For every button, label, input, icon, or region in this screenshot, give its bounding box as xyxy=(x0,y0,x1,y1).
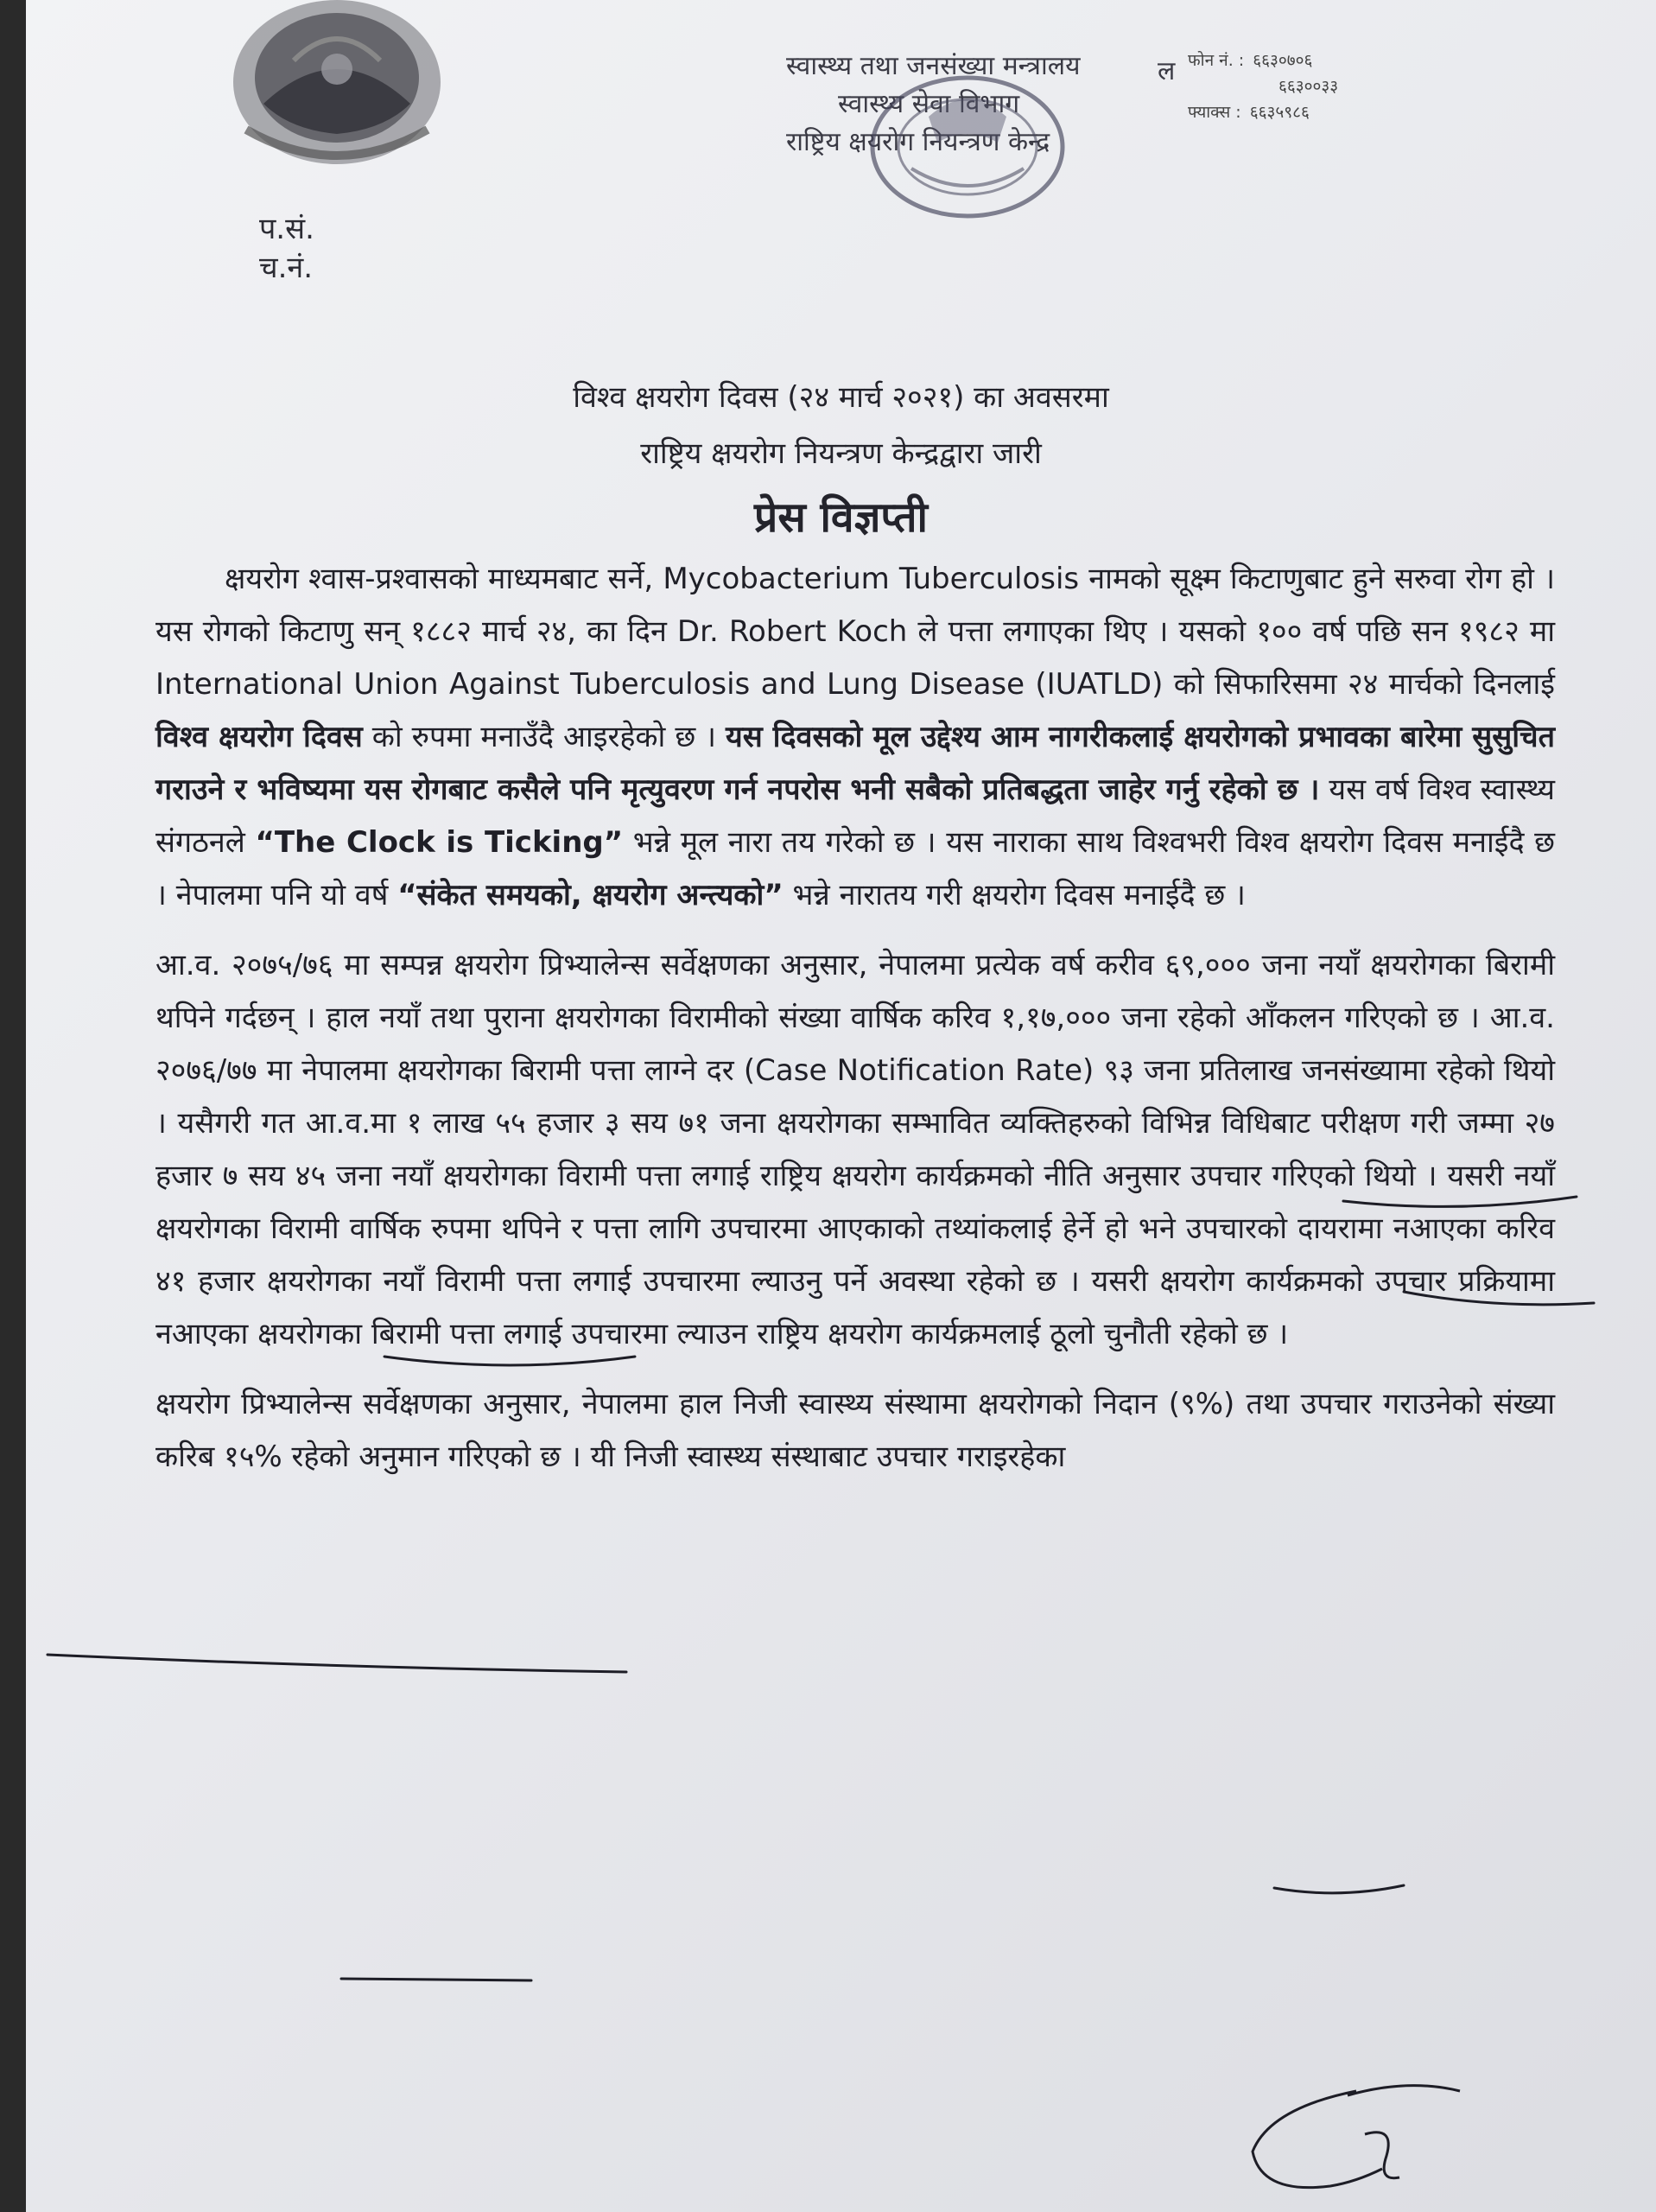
contact-block xyxy=(1188,48,1338,125)
contact-prefix: ल xyxy=(1158,56,1176,86)
title-line-1: विश्व क्षयरोग दिवस (२४ मार्च २०२१) का अवसरमा xyxy=(573,380,1109,415)
pen-underline-mark xyxy=(1339,1175,1581,1227)
contact-label: फोन नं. : xyxy=(1188,51,1245,70)
paragraph-3: क्षयरोग प्रिभ्यालेन्स सर्वेक्षणका अनुसार, नेपालमा हाल निजी स्वास्थ्य संस्थामा क्षयरोगको निदान (९%) तथा उपचार गराउनेको संख्या करिब १५% रहेको अनुमान गरिएको छ । यी निजी स्वास्थ्य संस्थाबाट उपचार गराइरहेका xyxy=(155,1387,1555,1474)
paragraph-text: को रुपमा मनाउँदै आइरहेको छ । xyxy=(371,720,717,754)
title-line-2: राष्ट्रिय क्षयरोग नियन्त्रण केन्द्रद्वारा जारी xyxy=(640,436,1042,471)
dispatch-number-label: च.नं. xyxy=(259,251,314,285)
press-release-title: प्रेस विज्ञप्ती xyxy=(754,493,928,542)
press-release-body xyxy=(155,553,1555,1501)
contact-value: ६६३००३३ xyxy=(1278,77,1339,96)
paragraph-2: आ.व. २०७५/७६ मा सम्पन्न क्षयरोग प्रिभ्यालेन्स सर्वेक्षणका अनुसार, नेपालमा प्रत्येक वर्ष करीव ६९,००० जना नयाँ क्षयरोगका बिरामी थपिने गर्दछन् । हाल नयाँ तथा पुराना क्षयरोगका विरामीको संख्या वार्षिक करिव १,१७,००० जना रहेको आँकलन गरिएको छ । आ.व. २०७६/७७ मा नेपालमा क्षयरोगका बिरामी पत्ता लाग्ने दर (Case Notification Rate) ९३ जना प्रतिलाख जनसंख्यामा रहेको थियो । यसैगरी गत आ.व.मा १ लाख ५५ हजार ३ सय ७१ जना क्षयरोगका सम्भावित व्यक्तिहरुको विभिन्न विधिबाट परीक्षण गरी जम्मा २७ हजार ७ सय ४५ जना नयाँ क्षयरोगका विरामी पत्ता लगाई राष्ट्रिय क्षयरोग कार्यक्रमको नीति अनुसार उपचार गरिएको थियो । यसरी नयाँ क्षयरोगका विरामी वार्षिक रुपमा थपिने र पत्ता लागि उपचारमा आएकाको तथ्यांकलाई हेर्ने हो भने उपचारको दायरामा नआएका करिव ४१ हजार क्षयरोगका नयाँ विरामी पत्ता लगाई उपचारमा ल्याउनु पर्ने अवस्था रहेको छ । यसरी क्षयरोग कार्यक्रमको उपचार प्रक्रियामा नआएका क्षयरोगका बिरामी पत्ता लगाई उपचारमा ल्याउन राष्ट्रिय क्षयरोग कार्यक्रमलाई ठूलो चुनौती रहेको छ । xyxy=(155,948,1555,1351)
pen-underline-mark xyxy=(1270,1866,1408,1910)
bold-text: विश्व क्षयरोग दिवस xyxy=(155,720,363,754)
contact-value: ६६३५९८६ xyxy=(1249,103,1310,122)
paragraph-text: यस वर्ष विश्व स्वास्थ्य संगठनले xyxy=(155,772,1555,860)
ministry-line: स्वास्थ्य सेवा विभाग xyxy=(838,89,1020,119)
paragraph-text: भन्ने मूल नारा तय गरेको छ । यस नाराका साथ विश्वभरी विश्व क्षयरोग दिवस मनाईदै छ । नेपालमा पनि यो वर्ष xyxy=(155,825,1555,912)
ministry-line: राष्ट्रिय क्षयरोग नियन्त्रण केन्द्र xyxy=(786,127,1050,157)
nepal-emblem-icon xyxy=(212,0,462,181)
ministry-line: स्वास्थ्य तथा जनसंख्या मन्त्रालय xyxy=(786,51,1081,81)
pen-underline-mark xyxy=(380,1331,639,1382)
reference-number-label: प.सं. xyxy=(259,212,314,246)
bold-text: “संकेत समयको, क्षयरोग अन्त्यको” xyxy=(397,878,784,912)
paragraph-text: क्षयरोग श्वास-प्रश्वासको माध्यमबाट सर्ने, Mycobacterium Tuberculosis नामको सूक्ष्म किटाणुबाट हुने सरुवा रोग हो । यस रोगको किटाणु सन् १८८२ मार्च २४, का दिन Dr. Robert Koch ले पत्ता लगाएका थिए । यसको १०० वर्ष पछि सन १९८२ मा International Union Against Tuberculosis and Lung Disease (IUATLD) को सिफारिसमा २४ मार्चको दिनलाई xyxy=(155,562,1555,702)
office-stamp-icon xyxy=(860,65,1075,229)
signature-icon xyxy=(1235,2074,1477,2203)
bold-text: यस दिवसको मूल उद्देश्य आम नागरीकलाई क्षयरोगको प्रभावका बारेमा सुसुचित गराउने र भविष्यमा यस रोगबाट कसैले पनि मृत्युवरण गर्न नपरोस भनी सबैको प्रतिबद्धता जाहेर गर्नु रहेको छ । xyxy=(155,720,1555,807)
bold-text: “The Clock is Ticking” xyxy=(255,825,624,860)
document-page xyxy=(26,0,1656,2212)
phone-row xyxy=(1188,48,1338,73)
pen-underline-mark xyxy=(337,1961,536,1996)
contact-label: फ्याक्स : xyxy=(1188,103,1241,122)
paragraph-1 xyxy=(155,553,1555,922)
fax-row xyxy=(1188,99,1338,125)
pen-underline-mark xyxy=(43,1633,631,1685)
paragraph-text: भन्ने नारातय गरी क्षयरोग दिवस मनाईदै छ । xyxy=(792,878,1246,912)
pen-underline-mark xyxy=(1399,1270,1598,1322)
phone-row xyxy=(1188,73,1338,99)
contact-value: ६६३०७०६ xyxy=(1253,51,1313,70)
